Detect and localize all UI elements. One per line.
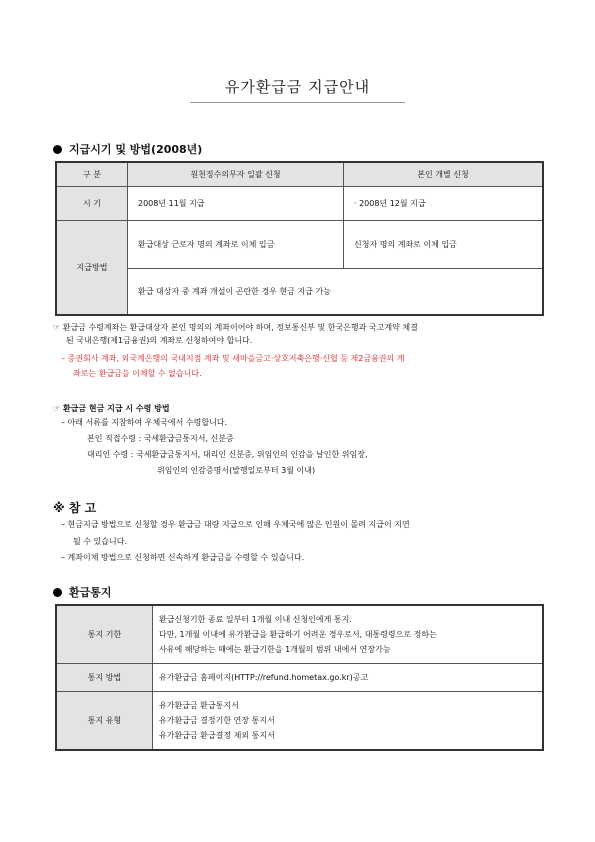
notice-cell-method: [153, 663, 544, 691]
cash-line-4: 위임인의 인감증명서(발행일로부터 3월 이내): [157, 466, 316, 475]
warning-line-2: 좌로는 환급금을 이체할 수 없습니다.: [73, 369, 202, 378]
notice-method-line-1: 유가환급금 홈페이지(HTTP://refund.hometax.go.kr)공고: [159, 672, 369, 682]
notice-type-line-1: 유가환급금 환급통지서: [159, 700, 239, 710]
notice-table: [55, 604, 544, 751]
title-underline: [190, 102, 405, 103]
notice-label-type: 통지 유형: [56, 691, 153, 750]
notice-deadline-line-1: 환급신청기한 종료 일부터 1개월 이내 신청인에게 통지.: [159, 614, 352, 624]
notice-deadline-line-2: 다만, 1개월 이내에 유가환급을 환급하기 어려운 경우로서, 대통령령으로 정하는: [159, 629, 437, 639]
cell-method-individual: 신청자 명의 계좌로 이체 입금: [344, 220, 544, 268]
notice-type-line-3: 유가환급금 환급결정 제외 통지서: [159, 730, 275, 740]
row-label-time: 시 기: [56, 186, 128, 220]
cash-line-1: – 아래 서류를 지참하여 우체국에서 수령합니다.: [61, 418, 228, 427]
notice-cell-deadline: [153, 605, 544, 663]
account-note-line-2: 된 국내은행(제1금융권)의 계좌로 신청하여야 합니다.: [66, 336, 253, 345]
cash-line-2: 본인 직접수령 : 국세환급금통지서, 신분증: [87, 434, 234, 443]
warning-line-1: – 증권회사 계좌, 외국계은행의 국내지점 계좌 및 새마을금고·상호저축은행·신협 등 제2금융권의 계: [61, 354, 405, 363]
header-category: 구 분: [56, 162, 128, 186]
notice-label-deadline: 통지 기한: [56, 605, 153, 663]
row-label-method: 지급방법: [56, 220, 128, 315]
cash-line-3: 대리인 수령 : 국세환급금통지서, 대리인 신분증, 위임인의 인감을 날인한 위임장,: [87, 450, 368, 459]
cash-heading: ☞ 환급금 현금 지급 시 수령 방법: [53, 404, 170, 413]
page-title: 유가환급금 지급안내: [224, 78, 371, 96]
bullet-icon: [53, 588, 62, 597]
reference-heading: ※ 참 고: [53, 501, 97, 515]
cell-time-individual: · 2008년 12월 지급: [344, 186, 544, 220]
section-heading-schedule: [53, 141, 202, 157]
notice-cell-type: [153, 691, 544, 750]
cell-method-bulk: 환급대상 근로자 명의 계좌로 이체 입금: [128, 220, 344, 268]
notice-label-method: 통지 방법: [56, 663, 153, 691]
cell-time-bulk: 2008년 11월 지급: [128, 186, 344, 220]
account-note-line-1: ☞ 환급금 수령계좌는 환급대상자 본인 명의의 계좌이어야 하며, 정보통신부 및 한국은행과 국고계약 체결: [53, 323, 418, 332]
section-heading-text: 지급시기 및 방법(2008년): [69, 143, 203, 156]
cell-method-cash: 환급 대상자 중 계좌 개설이 곤란한 경우 현금 지급 가능: [128, 269, 544, 315]
notice-deadline-line-3: 사유에 해당하는 때에는 환급기한을 1개월의 범위 내에서 연장가능: [159, 644, 391, 654]
header-individual: 본인 개별 신청: [344, 162, 544, 186]
notice-type-line-2: 유가환급금 결정기한 연장 통지서: [159, 715, 275, 725]
header-employer-bulk: 원천징수의무자 일괄 신청: [128, 162, 344, 186]
reference-line-2: 될 수 있습니다.: [73, 537, 127, 546]
schedule-table: [55, 161, 544, 316]
section-heading-text: 환급통지: [69, 586, 112, 599]
bullet-icon: [53, 145, 62, 154]
reference-line-3: – 계좌이체 방법으로 신청하면 신속하게 환급금을 수령할 수 있습니다.: [61, 553, 305, 562]
section-heading-notice: [53, 584, 112, 600]
reference-line-1: – 현금지급 방법으로 신청할 경우 환급금 대량 지급으로 인해 우체국에 많은 인원이 몰려 지급이 지연: [61, 520, 410, 529]
